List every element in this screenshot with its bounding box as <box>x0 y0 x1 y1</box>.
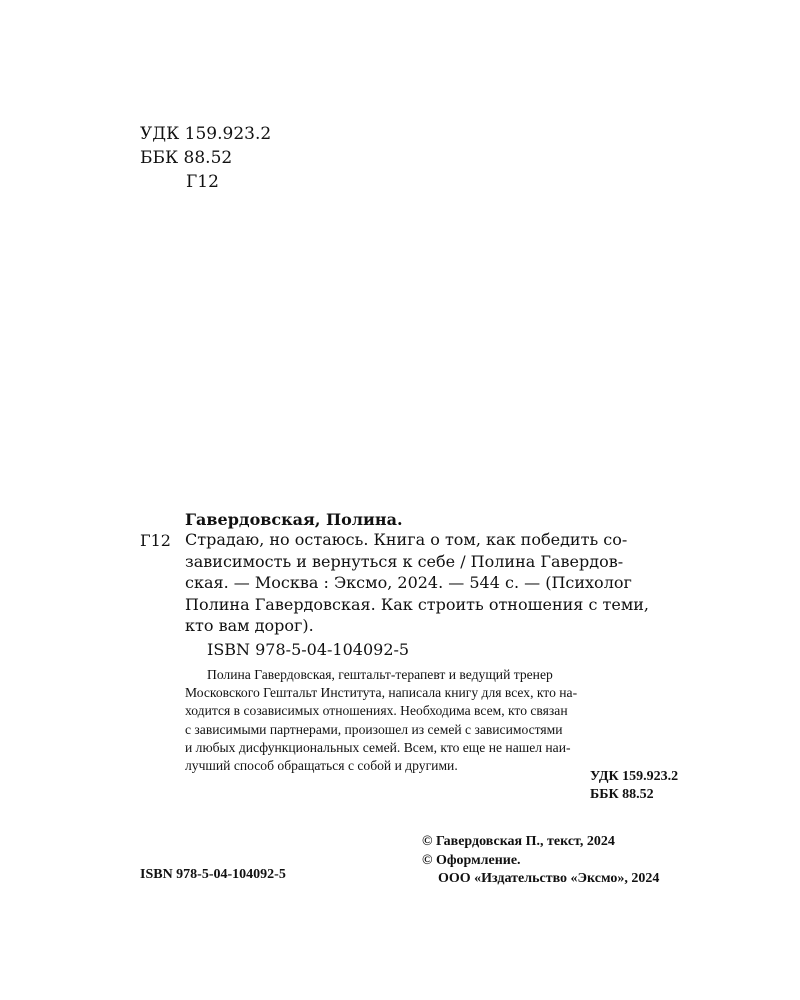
copyright-design: © Оформление. <box>422 852 521 868</box>
annotation-line: Московского Гештальт Института, написала книгу для всех, кто на- <box>185 685 578 701</box>
bibliographic-description <box>185 529 707 637</box>
entry-line: Страдаю, но остаюсь. Книга о том, как победить со- <box>185 530 628 549</box>
entry-line: кто вам дорог). <box>185 616 314 635</box>
annotation-line: и любых дисфункциональных семей. Всем, кто еще не нашел наи- <box>185 739 571 755</box>
bbk-code: ББК 88.52 <box>140 148 233 168</box>
author-mark-code: Г12 <box>140 531 171 550</box>
annotation-line: ходится в созависимых отношениях. Необходима всем, кто связан <box>185 703 568 719</box>
copyright-block <box>422 833 659 889</box>
annotation-line: лучший способ обращаться с собой и другими. <box>185 758 458 774</box>
udk-code: УДК 159.923.2 <box>140 124 272 144</box>
entry-line: ская. — Москва : Эксмо, 2024. — 544 с. — (Психолог <box>185 573 632 592</box>
udk-code-bottom: УДК 159.923.2 <box>590 769 679 784</box>
bbk-code-bottom: ББК 88.52 <box>590 787 654 802</box>
entry-line: Полина Гавердовская. Как строить отношения с теми, <box>185 594 650 614</box>
author-mark: Г12 <box>186 172 219 192</box>
author-heading: Гавердовская, Полина. <box>185 510 403 529</box>
classification-block <box>140 122 271 194</box>
annotation-line: с зависимыми партнерами, произошел из семей с зависимостями <box>185 721 563 737</box>
publisher: ООО «Издательство «Эксмо», 2024 <box>438 871 660 886</box>
annotation <box>185 666 707 775</box>
entry-line: зависимость и вернуться к себе / Полина Гавердов- <box>185 551 624 571</box>
copyright-author: © Гавердовская П., текст, 2024 <box>422 834 615 849</box>
isbn-entry: ISBN 978-5-04-104092-5 <box>207 640 410 659</box>
isbn-footer: ISBN 978-5-04-104092-5 <box>140 867 286 882</box>
classification-bottom <box>590 768 678 804</box>
annotation-line: Полина Гавердовская, гештальт-терапевт и ведущий тренер <box>207 667 553 682</box>
